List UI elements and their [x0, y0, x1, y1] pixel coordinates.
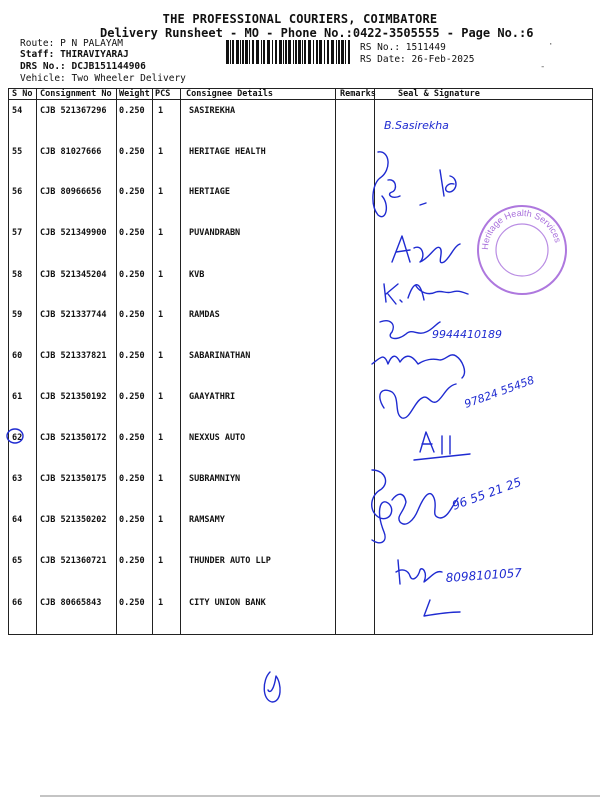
- cell-consignment: CJB 521349900: [40, 228, 107, 238]
- col-header-sno: S No: [12, 89, 33, 99]
- cell-consignment: CJB 521350175: [40, 474, 107, 484]
- signature-56: [440, 170, 456, 196]
- stray-mark: ·: [548, 40, 554, 50]
- signature-61: [380, 384, 456, 418]
- col-header-consignment: Consignment No: [40, 89, 112, 99]
- cell-consignment: CJB 80665843: [40, 598, 102, 608]
- signature-62: [414, 432, 470, 460]
- cell-sno: 58: [12, 270, 23, 280]
- cell-weight: 0.250: [119, 598, 145, 608]
- signature-57: [392, 236, 460, 263]
- signature-58: [384, 284, 468, 304]
- cell-sno: 60: [12, 351, 23, 361]
- stray-mark: -: [540, 62, 546, 72]
- col-header-consignee: Consignee Details: [186, 89, 273, 99]
- cell-sno: 56: [12, 187, 23, 197]
- phone-65: 8098101057: [445, 565, 523, 585]
- cell-pcs: 1: [158, 598, 164, 608]
- cell-weight: 0.250: [119, 556, 145, 566]
- signature-54-text: B.Sasirekha: [384, 119, 449, 132]
- cell-sno: 54: [12, 106, 23, 116]
- cell-sno: 64: [12, 515, 23, 525]
- cell-consignment: CJB 81027666: [40, 147, 102, 157]
- runsheet-title: Delivery Runsheet - MO - Phone No.:0422-3505555 - Page No.:6: [100, 26, 534, 40]
- cell-consignment: CJB 521350202: [40, 515, 107, 525]
- cell-consignee: KVB: [189, 270, 205, 280]
- cell-sno: 65: [12, 556, 23, 566]
- cell-pcs: 1: [158, 106, 164, 116]
- cell-consignee: RAMSAMY: [189, 515, 225, 525]
- cell-weight: 0.250: [119, 392, 145, 402]
- cell-consignee: PUVANDRABN: [189, 228, 241, 238]
- cell-sno: 63: [12, 474, 23, 484]
- cell-consignment: CJB 521360721: [40, 556, 107, 566]
- cell-weight: 0.250: [119, 474, 145, 484]
- cell-consignee: NEXXUS AUTO: [189, 433, 246, 443]
- col-header-pcs: PCS: [155, 89, 171, 99]
- cell-consignee: SASIREKHA: [189, 106, 236, 116]
- cell-consignment: CJB 521337821: [40, 351, 107, 361]
- company-name: THE PROFESSIONAL COURIERS, COIMBATORE: [162, 12, 438, 26]
- vehicle-label: Vehicle:: [20, 73, 66, 84]
- signature-66: [424, 600, 460, 616]
- cell-consignee: SUBRAMNIYN: [189, 474, 241, 484]
- cell-consignment: CJB 80966656: [40, 187, 102, 197]
- cell-weight: 0.250: [119, 515, 145, 525]
- cell-sno: 62: [12, 433, 23, 443]
- cell-consignee: SABARINATHAN: [189, 351, 251, 361]
- phone-59: 9944410189: [432, 328, 502, 341]
- drs-value: DCJB151144906: [71, 61, 146, 72]
- signature-60: [372, 355, 464, 378]
- route-value: P N PALAYAM: [60, 38, 123, 49]
- vehicle-value: Two Wheeler Delivery: [71, 73, 186, 84]
- cell-pcs: 1: [158, 270, 164, 280]
- cell-weight: 0.250: [119, 351, 145, 361]
- cell-consignee: CITY UNION BANK: [189, 598, 266, 608]
- cell-pcs: 1: [158, 310, 164, 320]
- stamp-text: Heritage Health Services: [479, 207, 564, 251]
- cell-weight: 0.250: [119, 310, 145, 320]
- note-61: 97824 55458: [462, 373, 537, 411]
- col-header-remarks: Remarks: [340, 89, 376, 99]
- cell-weight: 0.250: [119, 106, 145, 116]
- signature-64: [392, 494, 458, 525]
- cell-pcs: 1: [158, 474, 164, 484]
- note-64: 96 55 21 25: [450, 474, 524, 513]
- cell-consignment: CJB 521337744: [40, 310, 107, 320]
- cell-pcs: 1: [158, 556, 164, 566]
- cell-consignment: CJB 521367296: [40, 106, 107, 116]
- cell-consignee: RAMDAS: [189, 310, 220, 320]
- cell-pcs: 1: [158, 187, 164, 197]
- cell-weight: 0.250: [119, 433, 145, 443]
- staff-label: Staff:: [20, 49, 55, 60]
- cell-consignee: THUNDER AUTO LLP: [189, 556, 271, 566]
- cell-sno: 61: [12, 392, 23, 402]
- cell-pcs: 1: [158, 515, 164, 525]
- cell-pcs: 1: [158, 147, 164, 157]
- cell-consignment: CJB 521345204: [40, 270, 107, 280]
- cell-weight: 0.250: [119, 147, 145, 157]
- signature-59: [380, 321, 440, 339]
- cell-consignment: CJB 521350172: [40, 433, 107, 443]
- cell-sno: 66: [12, 598, 23, 608]
- signature-55-b: [388, 180, 400, 198]
- col-header-weight: Weight: [119, 89, 150, 99]
- signature-55: [373, 152, 388, 217]
- cell-consignee: HERITAGE HEALTH: [189, 147, 266, 157]
- cell-pcs: 1: [158, 433, 164, 443]
- rs-date-value: 26-Feb-2025: [411, 54, 475, 65]
- cell-weight: 0.250: [119, 187, 145, 197]
- cell-sno: 57: [12, 228, 23, 238]
- cell-sno: 55: [12, 147, 23, 157]
- cell-weight: 0.250: [119, 228, 145, 238]
- cell-pcs: 1: [158, 351, 164, 361]
- cell-consignment: CJB 521350192: [40, 392, 107, 402]
- cell-weight: 0.250: [119, 270, 145, 280]
- drs-label: DRS No.:: [20, 61, 66, 72]
- rs-number-label: RS No.:: [360, 42, 401, 53]
- cell-pcs: 1: [158, 228, 164, 238]
- signature-63: [372, 470, 392, 543]
- signature-65: [396, 560, 442, 584]
- route-label: Route:: [20, 38, 55, 49]
- cell-consignee: GAAYATHRI: [189, 392, 236, 402]
- staff-value: THIRAVIYARAJ: [60, 49, 129, 60]
- sno-62-circle: [7, 429, 23, 443]
- cell-sno: 59: [12, 310, 23, 320]
- bottom-scribble: [264, 672, 280, 702]
- cell-pcs: 1: [158, 392, 164, 402]
- rs-date-label: RS Date:: [360, 54, 406, 65]
- cell-consignee: HERTIAGE: [189, 187, 230, 197]
- rs-number-value: 1511449: [405, 42, 446, 53]
- col-header-seal: Seal & Signature: [398, 89, 480, 99]
